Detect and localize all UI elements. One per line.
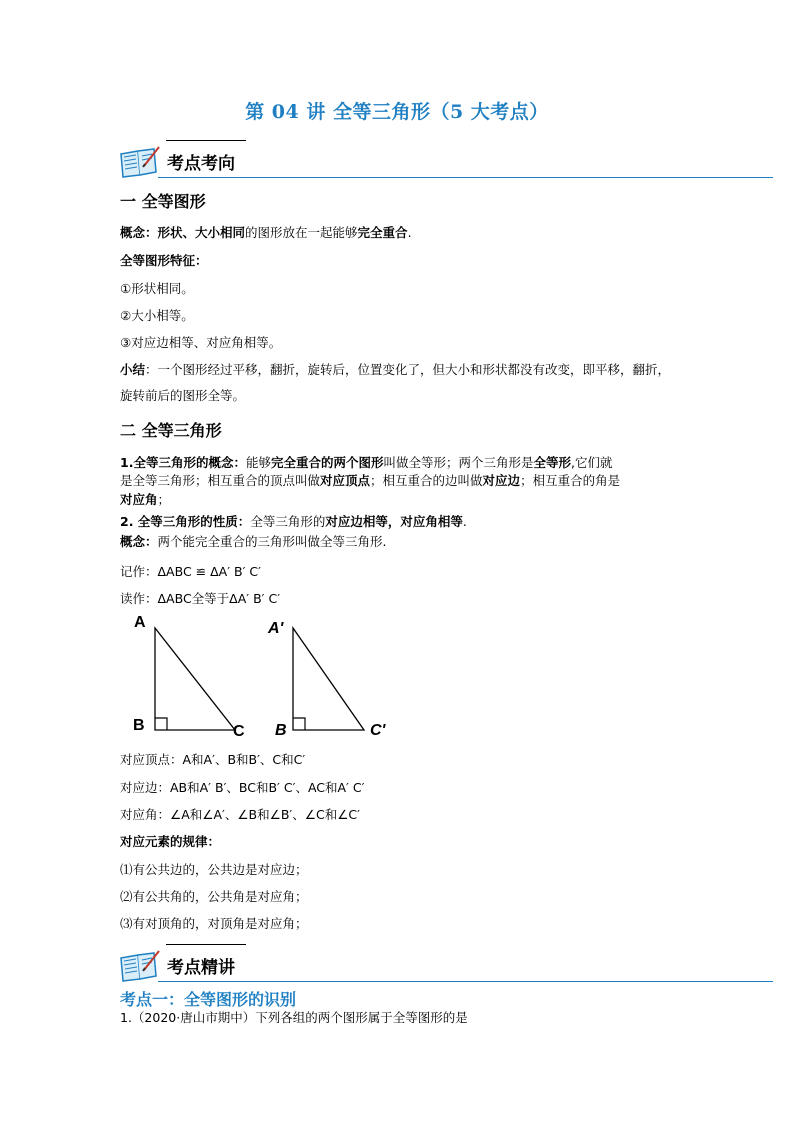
header-top-line [166,140,246,141]
section-header-key-points [118,944,773,990]
concept-bold-shape-size: 形状、大小相同 [157,225,246,240]
heading-congruent-triangles: 二 全等三角形 [120,421,222,440]
vertex-label-b: B [133,717,145,734]
concept-end: . [407,225,412,240]
vertex-label-c-prime: C' [370,722,386,739]
concept-prefix: 概念： [120,225,158,240]
header-underline [158,177,773,178]
rule-item: ⑵有公共角的，公共角是对应角； [120,889,308,904]
triangle-abc-prime [293,628,364,730]
triangle-abc [155,628,235,730]
vertex-label-b-prime: B [275,722,287,739]
rule-item: ⑴有公共边的，公共边是对应边； [120,862,308,877]
definition-line-1: 1.全等三角形的概念：能够完全重合的两个图形叫做全等形；两个三角形是全等形,它们就 [120,455,613,470]
section-label: 考点精讲 [167,958,235,978]
summary-line-2: 旋转前后的图形全等。 [120,388,246,403]
book-icon [118,948,162,984]
vertex-label-a: A [134,614,146,631]
reading-line: 读作：ΔABC全等于ΔA′ B′ C′ [120,591,281,606]
key-point-1-title: 考点一：全等图形的识别 [120,990,297,1009]
definition-line-2: 是全等三角形；相互重合的顶点叫做对应顶点；相互重合的边叫做对应边；相互重合的角是 [120,473,621,488]
page-title: 第 04 讲 全等三角形（5 大考点） [245,101,549,123]
summary-prefix: 小结 [120,362,146,377]
section-header-exam-points [118,140,773,186]
summary-line-1: 小结：一个图形经过平移，翻折，旋转后，位置变化了，但大小和形状都没有改变，即平移，翻折， [120,362,671,377]
feature-item: ②大小相等。 [120,308,194,323]
rule-item: ⑶有对顶角的，对顶角是对应角； [120,916,308,931]
concept-line [120,224,412,242]
header-underline [158,981,773,982]
notation-line: 记作：ΔABC ≌ ΔA′ B′ C′ [120,564,261,579]
book-icon [118,144,162,180]
corresponding-sides: 对应边：AB和A′ B′、BC和B′ C′、AC和A′ C′ [120,780,365,795]
concept-mid: 的图形放在一起能够 [245,225,358,240]
corresponding-angles: 对应角：∠A和∠A′、∠B和∠B′、∠C和∠C′ [120,807,360,822]
section-label: 考点考向 [167,154,235,174]
heading-congruent-figures: 一 全等图形 [120,192,206,211]
corresponding-vertices: 对应顶点：A和A′、B和B′、C和C′ [120,752,306,767]
vertex-label-c: C [233,723,245,740]
feature-item: ①形状相同。 [120,281,194,296]
concept-bold-coincide: 完全重合 [357,225,408,240]
definition-line-3: 对应角； [120,492,171,507]
feature-item: ③对应边相等、对应角相等。 [120,335,282,350]
property-line: 2. 全等三角形的性质：全等三角形的对应边相等，对应角相等. [120,514,467,529]
header-top-line [166,944,246,945]
vertex-label-a-prime: A' [268,620,284,637]
features-title: 全等图形特征： [120,253,208,268]
concept2-line: 概念：两个能完全重合的三角形叫做全等三角形. [120,534,387,549]
question-1: 1.（2020·唐山市期中）下列各组的两个图形属于全等图形的是 [120,1010,468,1025]
rules-title: 对应元素的规律： [120,834,221,849]
